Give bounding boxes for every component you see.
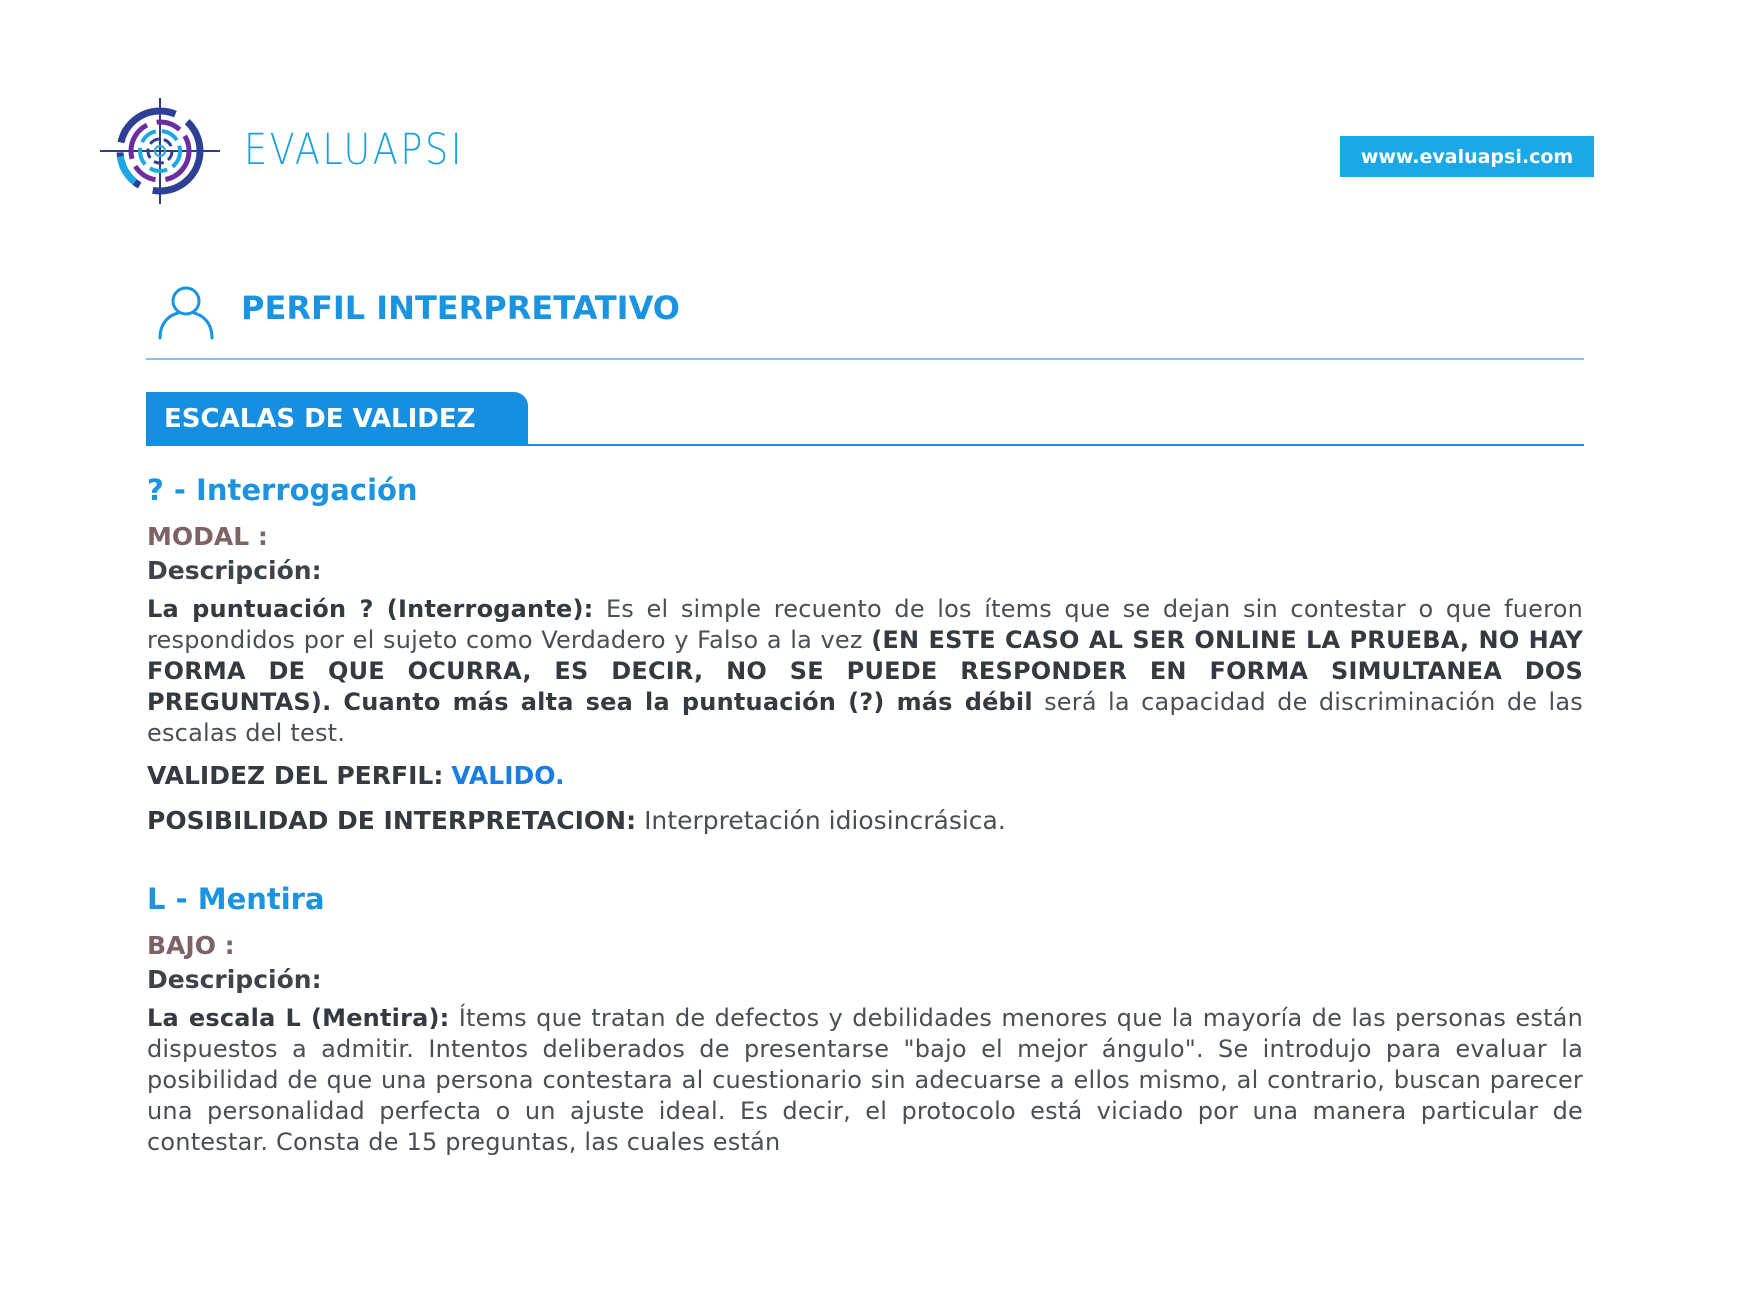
scale-mentira xyxy=(147,879,1583,1158)
description-text: será la capacidad de discriminación de las escalas del test. xyxy=(147,688,1583,747)
description-text: Ítems que tratan de defectos y debilidades menores que la mayoría de las personas están dispuestos a admitir. Intentos deliberados de presentarse "bajo el mejor ángulo". Se introdujo para evaluar la posibilidad de que una persona contestara al cuestionario sin adecuarse a ellos mismo, al contrario, buscan parecer una personalidad perfecta o un ajuste ideal. Es decir, el protocolo está viciado por una manera particular de contestar. Consta de 15 preguntas, las cuales están xyxy=(147,1004,1583,1156)
page-title: PERFIL INTERPRETATIVO xyxy=(241,289,680,327)
description-term: La escala L (Mentira): xyxy=(147,1004,450,1032)
description-term: La puntuación ? (Interrogante): xyxy=(147,595,594,623)
description-label: Descripción: xyxy=(147,556,322,585)
section-spacer xyxy=(147,849,1583,879)
document-body xyxy=(147,470,1583,1192)
description-label: Descripción: xyxy=(147,965,322,994)
description-paragraph xyxy=(147,1003,1583,1158)
description-paragraph xyxy=(147,594,1583,749)
scale-title: L - Mentira xyxy=(147,882,325,916)
section-divider xyxy=(146,444,1584,446)
scale-level: BAJO : xyxy=(147,931,235,960)
validity-value: VALIDO. xyxy=(451,761,565,790)
section-header: ESCALAS DE VALIDEZ xyxy=(146,392,528,446)
scale-level: MODAL : xyxy=(147,522,268,551)
scale-title: ? - Interrogación xyxy=(147,473,418,507)
interpretation-value: Interpretación idiosincrásica. xyxy=(644,806,1006,835)
brand-name: EVALUAPSI xyxy=(244,125,465,175)
evaluapsi-logo xyxy=(98,96,222,206)
validity-label: VALIDEZ DEL PERFIL: xyxy=(147,761,444,790)
profile-validity xyxy=(147,759,1583,793)
interpretation xyxy=(147,804,1583,838)
interpretation-label: POSIBILIDAD DE INTERPRETACION: xyxy=(147,806,637,835)
person-icon xyxy=(156,282,216,340)
scale-interrogacion xyxy=(147,470,1583,838)
website-link[interactable]: www.evaluapsi.com xyxy=(1340,136,1594,177)
description-text: Es el simple recuento de los ítems que se dejan sin contestar o que fueron respondidos por el sujeto como Verdadero y Falso a la vez xyxy=(147,595,1583,654)
title-divider xyxy=(146,358,1584,360)
description-emphasis: (EN ESTE CASO AL SER ONLINE LA PRUEBA, NO HAY FORMA DE QUE OCURRA, ES DECIR, NO SE PUEDE RESPONDER EN FORMA SIMULTANEA DOS PREGUNTAS). Cuanto más alta sea la puntuación (?) más débil xyxy=(147,626,1583,716)
